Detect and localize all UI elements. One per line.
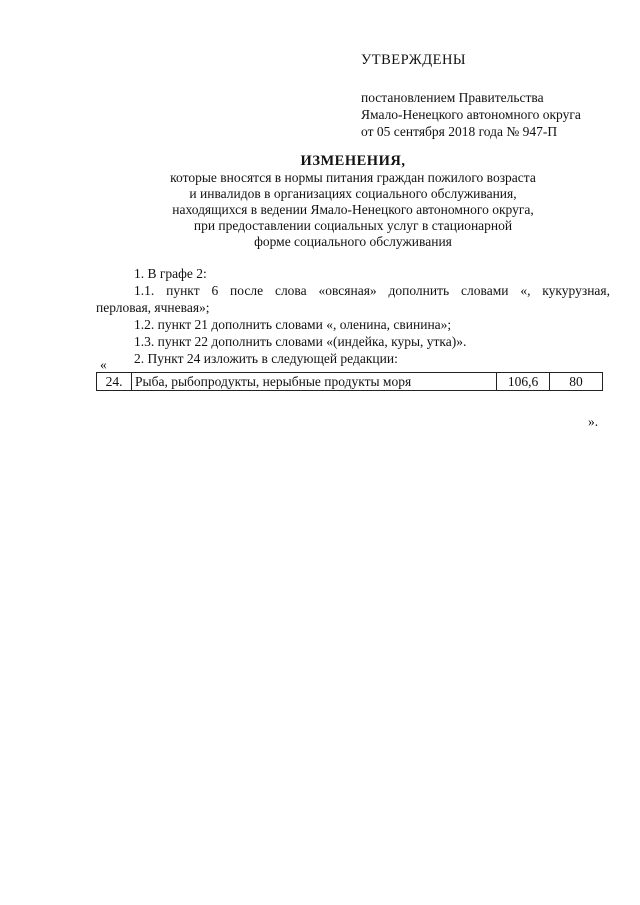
approval-title: УТВЕРЖДЕНЫ [361,52,467,68]
approval-line-3: от 05 сентября 2018 года № 947-П [361,124,558,139]
heading-title: ИЗМЕНЕНИЯ, [300,153,406,169]
row-name-cell: Рыба, рыбопродукты, нерыбные продукты моря [132,373,497,391]
document-body [96,265,610,367]
quote-open-mark: « [100,357,107,372]
paragraph-1: 1. В графе 2: [134,266,207,281]
document-heading [96,152,610,250]
approval-block [361,52,631,140]
paragraph-1-3: 1.3. пункт 22 дополнить словами «(индейка, куры, утка)». [134,334,467,349]
paragraph-2: 2. Пункт 24 изложить в следующей редакции: [134,351,398,366]
nutrition-table [96,372,603,391]
table-row [97,373,603,391]
approval-line-1: постановлением Правительства [361,90,544,105]
heading-line-1: которые вносятся в нормы питания граждан пожилого возраста [170,170,536,185]
heading-line-4: при предоставлении социальных услуг в стационарной [193,218,513,233]
quote-close-mark: ». [588,414,599,429]
row-number-cell: 24. [97,373,132,391]
paragraph-1-2: 1.2. пункт 21 дополнить словами «, оленина, свинина»; [134,317,452,332]
heading-line-2: и инвалидов в организациях социального обслуживания, [189,186,517,201]
paragraph-1-1-line-2: перловая, ячневая»; [96,300,210,315]
heading-line-3: находящихся в ведении Ямало-Ненецкого автономного округа, [172,202,534,217]
row-value2-cell: 80 [550,373,603,391]
paragraph-1-1-line-1: 1.1. пункт 6 после слова «овсяная» дополнить словами «, кукурузная, [134,283,610,298]
row-value1-cell: 106,6 [497,373,550,391]
heading-line-5: форме социального обслуживания [254,234,452,249]
approval-line-2: Ямало-Ненецкого автономного округа [361,107,581,122]
